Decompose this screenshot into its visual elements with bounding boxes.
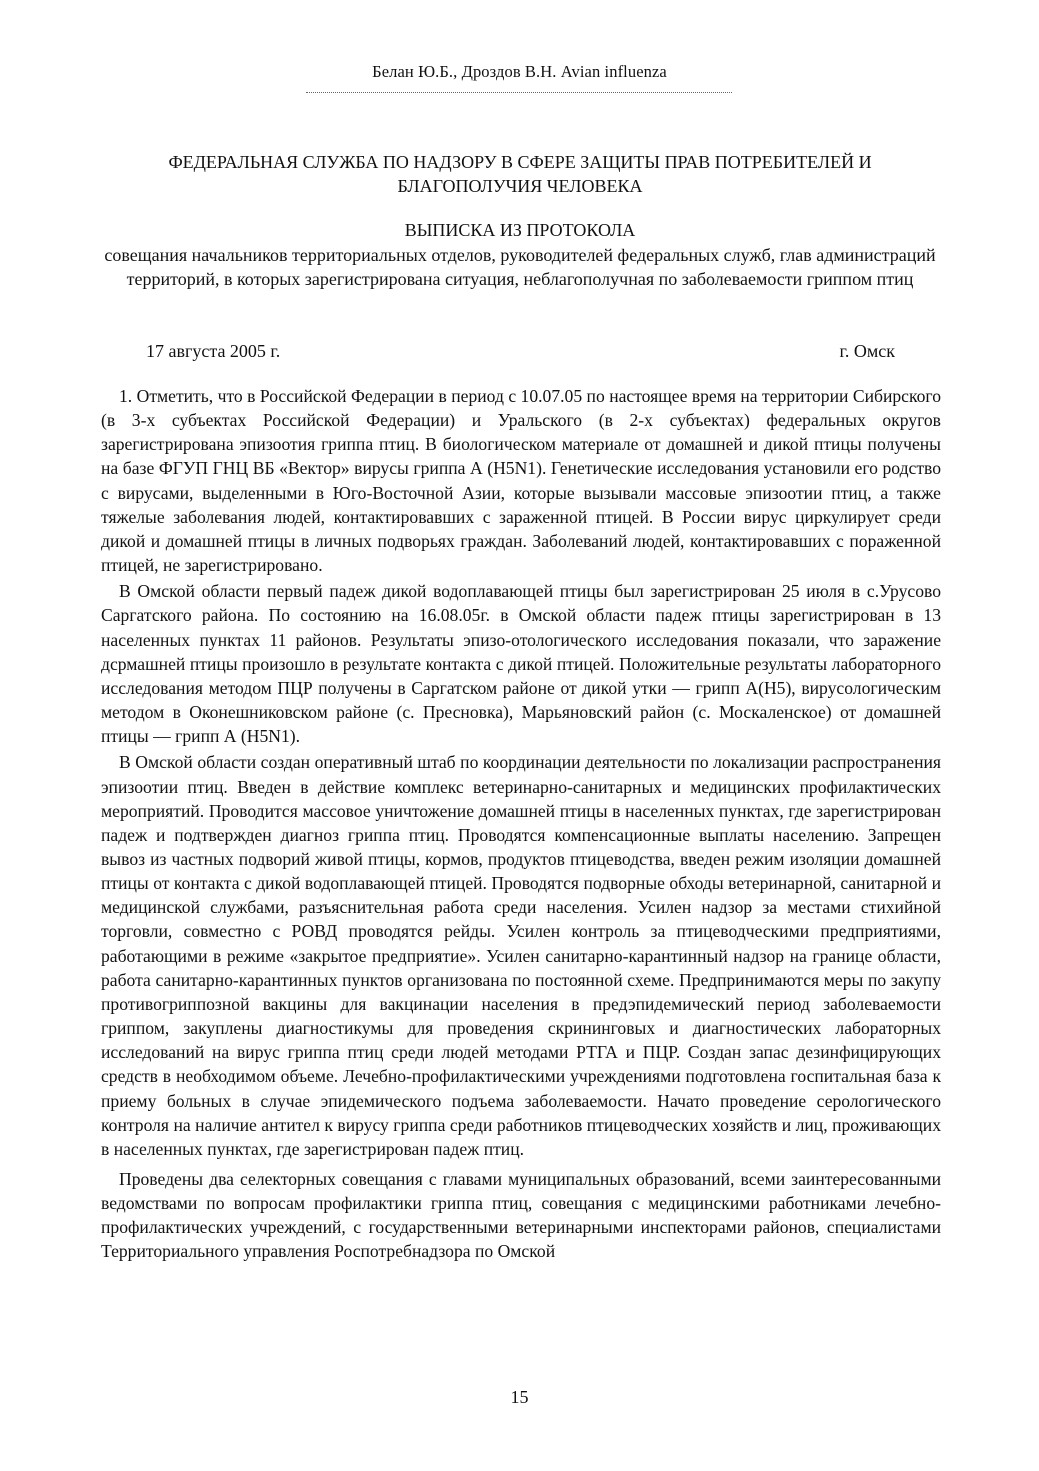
body-text — [101, 384, 941, 1266]
paragraph: В Омской области создан оперативный штаб по координации деятельности по локализации распространения эпизоотии птиц. Введен в действие комплекс ветеринарно-санитарных и медицинских профилактических мероприятий. Проводится массовое уничтожение домашней птицы в населенных пунктах, где зарегистрирован падеж и подтвержден диагноз гриппа птиц. Проводятся компенсационные выплаты населению. Запрещен вывоз из частных подворий живой птицы, кормов, продуктов птицеводства, введен режим изоляции домашней птицы от контакта с дикой водоплавающей птицей. Проводятся подворные обходы ветеринарной, санитарной и медицинской службами, разъяснительная работа среди населения. Усилен надзор за местами стихийной торговли, совместно с РОВД проводятся рейды. Усилен контроль за птицеводческими предприятиями, работающими в режиме «закрытое предприятие». Усилен санитарно-карантинный надзор на границе области, работа санитарно-карантинных пунктов организована по постоянной схеме. Предпринимаются меры по закупу противогриппозной вакцины для вакцинации населения в предэпидемический период заболеваемости гриппом, закуплены диагностикумы для проведения скрининговых и диагностических лабораторных исследований на вирус гриппа птиц среди людей методами РТГА и ПЦР. Создан запас дезинфицирующих средств в необходимом объеме. Лечебно-профилактическими учреждениями подготовлена госпитальная база к приему больных в случае эпидемического подъема заболеваемости. Начато проведение серологического контроля на наличие антител к вирусу гриппа среди работников птицеводческих хозяйств и лиц, проживающих в населенных пунктах, где зарегистрирован падеж птиц. — [101, 752, 941, 1159]
page-number: 15 — [510, 1387, 529, 1407]
document-place: г. Омск — [839, 341, 895, 361]
paragraph: Проведены два селекторных совещания с главами муниципальных образований, всеми заинтересованными ведомствами по вопросам профилактики гриппа птиц, совещания с медицинскими работниками лечебно-профилактических учреждений, с государственными ветеринарными инспекторами районов, специалистами Территориального управления Роспотребнадзора по Омской — [101, 1169, 941, 1262]
organization-title: ФЕДЕРАЛЬНАЯ СЛУЖБА ПО НАДЗОРУ В СФЕРЕ ЗАЩИТЫ ПРАВ ПОТРЕБИТЕЛЕЙ И БЛАГОПОЛУЧИЯ ЧЕЛОВЕКА — [168, 152, 872, 196]
document-date: 17 августа 2005 г. — [146, 341, 281, 361]
document-subtitle: совещания начальников территориальных отделов, руководителей федеральных служб, глав администраций территорий, в которых зарегистрирована ситуация, неблагополучная по заболеваемости гриппом птиц — [104, 245, 936, 289]
document-title: ВЫПИСКА ИЗ ПРОТОКОЛА — [404, 220, 636, 240]
paragraph: В Омской области первый падеж дикой водоплавающей птицы был зарегистрирован 25 июля в с.Урусово Саргатского района. По состоянию на 16.08.05г. в Омской области падеж птицы зарегистрирован в 13 населенных пунктах 11 районов. Результаты эпизо-отологического исследования показали, что заражение дсрмашней птицы произошло в результате контакта с дикой птицей. Положительные результаты лабораторного исследования методом ПЦР получены в Саргатском районе от дикой утки — грипп А(H5), вирусологическим методом в Оконешниковском районе (с. Пресновка), Марьяновский район (с. Москаленское) от домашней птицы — грипп А (H5N1). — [101, 581, 941, 747]
paragraph: 1. Отметить, что в Российской Федерации в период с 10.07.05 по настоящее время на территории Сибирского (в 3-х субъектах Российской Федерации) и Уральского (в 2-х субъектах) федеральных округов зарегистрирована эпизоотия гриппа птиц. В биологическом материале от домашней и дикой птицы получены на базе ФГУП ГНЦ ВБ «Вектор» вирусы гриппа А (H5N1). Генетические исследования установили его родство с вирусами, выделенными в Юго-Восточной Азии, которые вызывали массовые эпизоотии птиц, а также тяжелые заболевания людей, контактировавших с зараженной птицей. В России вирус циркулирует среди дикой и домашней птицы в личных подворьях граждан. Заболеваний людей, контактировавших с пораженной птицей, не зарегистрировано. — [101, 386, 941, 576]
header-divider — [306, 92, 732, 93]
running-header: Белан Ю.Б., Дроздов В.Н. Avian influenza — [372, 62, 667, 81]
